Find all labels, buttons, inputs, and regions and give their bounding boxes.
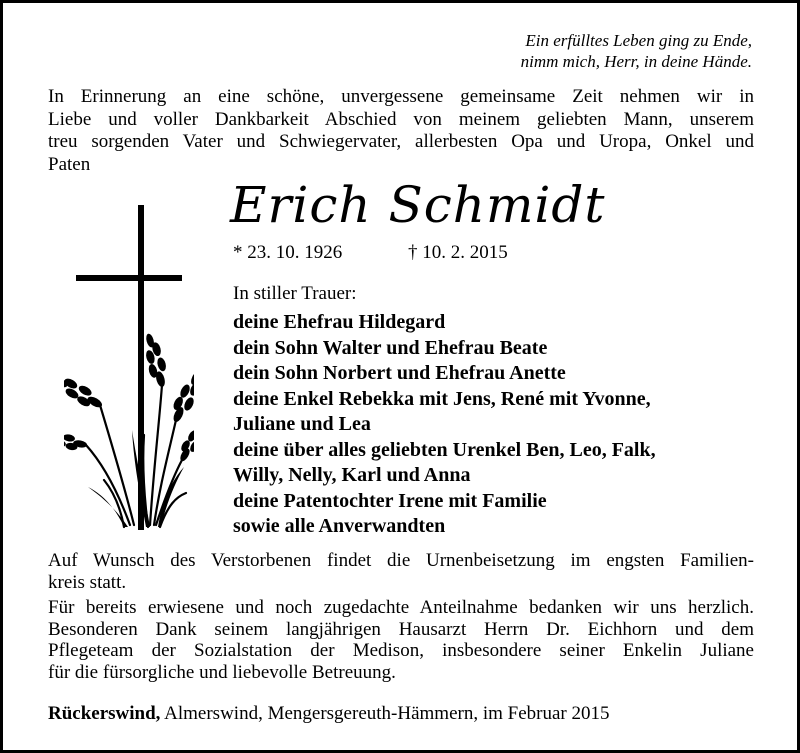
- mourner-line: Juliane und Lea: [233, 413, 371, 435]
- life-dates: [233, 242, 508, 264]
- mourner-line: dein Sohn Norbert und Ehefrau Anette: [233, 362, 566, 384]
- mourners-list: [233, 310, 733, 540]
- thanks-line-3: Pflegeteam der Sozialstation der Medison, insbesondere seiner Enkelin Juliane: [48, 640, 754, 661]
- death-date: † 10. 2. 2015: [408, 242, 508, 263]
- mourner-line: Willy, Nelly, Karl und Anna: [233, 464, 471, 486]
- place-and-date: [48, 703, 609, 725]
- verse: [392, 30, 752, 72]
- mourner-line: deine Patentochter Irene mit Familie: [233, 489, 547, 512]
- thanks-line-4: für die fürsorgliche und liebevolle Betreuung.: [48, 661, 396, 683]
- thanks-paragraph: [48, 597, 754, 683]
- thanks-line-2: Besonderen Dank seinem langjährigen Hausarzt Herrn Dr. Eichhorn und dem: [48, 618, 754, 640]
- funeral-note-line-1: Auf Wunsch des Verstorbenen findet die Urnenbeisetzung im engsten Familien-: [48, 550, 754, 571]
- intro-line-2: Liebe und voller Dankbarkeit Abschied von meinem geliebten Mann, unserem: [48, 108, 754, 130]
- intro-line-1: In Erinnerung an eine schöne, unvergessene gemeinsame Zeit nehmen wir in: [48, 86, 754, 107]
- thanks-line-1: Für bereits erwiesene und noch zugedachte Anteilnahme bedanken wir uns herzlich.: [48, 597, 754, 618]
- funeral-note-line-2: kreis statt.: [48, 571, 127, 593]
- place-rest: Almerswind, Mengersgereuth-Hämmern, im Februar 2015: [160, 703, 610, 724]
- verse-line-1: Ein erfülltes Leben ging zu Ende,: [525, 31, 752, 50]
- mourner-line: deine über alles geliebten Urenkel Ben, Leo, Falk,: [233, 438, 656, 461]
- mourner-line: dein Sohn Walter und Ehefrau Beate: [233, 336, 548, 359]
- mourning-label: In stiller Trauer:: [233, 283, 357, 304]
- place-main: Rückerswind,: [48, 703, 161, 724]
- funeral-note: [48, 550, 754, 593]
- cross-with-wheat-icon: [64, 205, 194, 535]
- birth-date: * 23. 10. 1926: [233, 242, 343, 263]
- intro-line-4: Paten: [48, 153, 91, 175]
- intro-line-3: treu sorgenden Vater und Schwiegervater, allerbesten Opa und Uropa, Onkel und: [48, 131, 754, 152]
- mourner-line: deine Ehefrau Hildegard: [233, 311, 446, 333]
- deceased-name: Erich Schmidt: [230, 176, 606, 234]
- mourner-line: deine Enkel Rebekka mit Jens, René mit Yvonne,: [233, 387, 651, 410]
- mourner-line: sowie alle Anverwandten: [233, 515, 446, 537]
- intro-paragraph: [48, 86, 754, 176]
- verse-line-2: nimm mich, Herr, in deine Hände.: [520, 52, 752, 71]
